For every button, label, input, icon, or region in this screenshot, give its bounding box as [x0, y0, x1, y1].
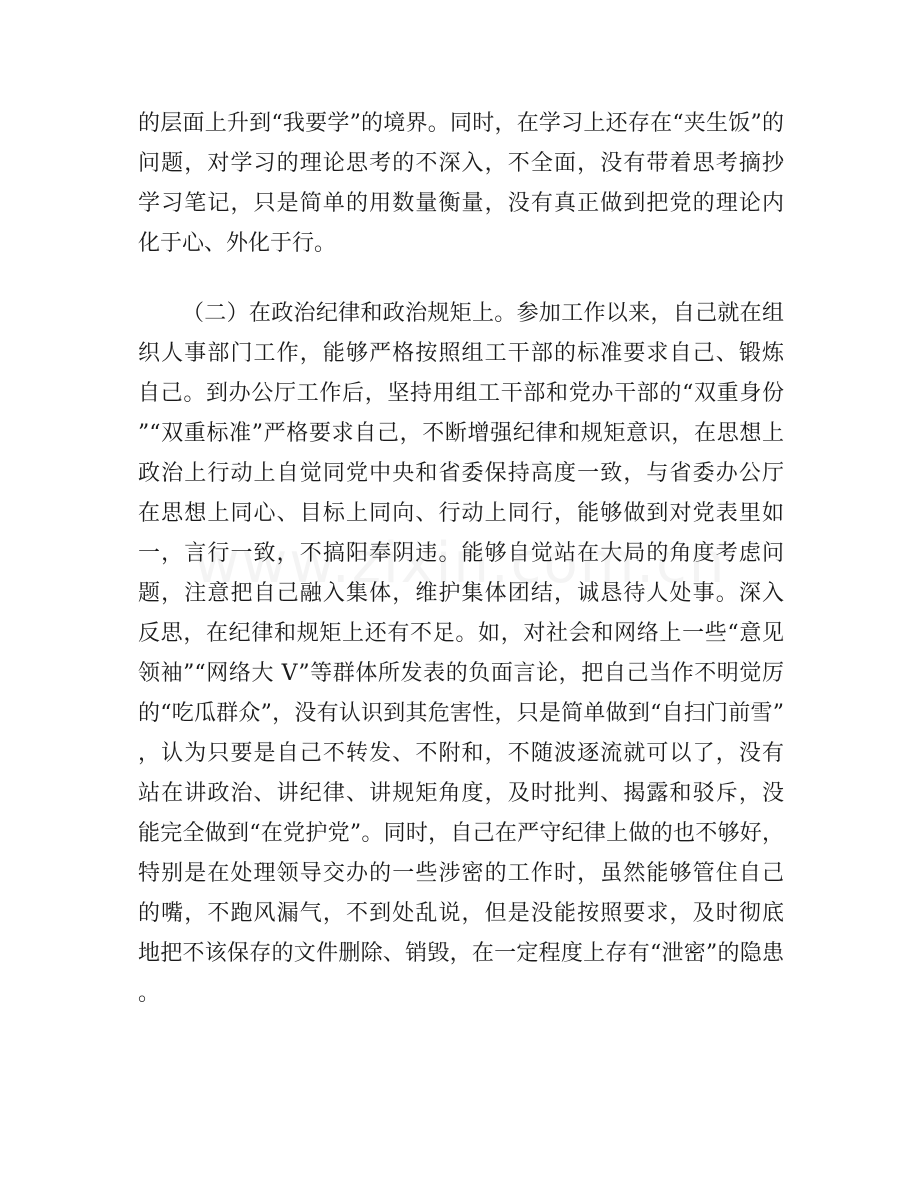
paragraph-2-line-6: 在思想上同心、目标上同向、行动上同行，能够做到对党表里如: [138, 501, 784, 526]
paragraph-2-line-10: 领袖”“网络大 V”等群体所发表的负面言论，把自己当作不明觉厉: [138, 661, 784, 686]
paragraph-1-line-1: 的层面上升到“我要学”的境界。同时，在学习上还存在“夹生饭”的: [138, 111, 784, 136]
paragraph-2-line-2: 织人事部门工作，能够严格按照组工干部的标准要求自己、锻炼: [138, 341, 784, 366]
paragraph-2-line-16: 的嘴，不跑风漏气，不到处乱说，但是没能按照要求，及时彻底: [138, 901, 784, 926]
paragraph-2-line-18: 。: [138, 981, 161, 1006]
paragraph-2-line-13: 站在讲政治、讲纪律、讲规矩角度，及时批判、揭露和驳斥，没: [138, 781, 784, 806]
paragraph-2-line-12: ，认为只要是自己不转发、不附和，不随波逐流就可以了，没有: [138, 741, 784, 766]
paragraph-1-line-4: 化于心、外化于行。: [138, 231, 337, 256]
paragraph-1-line-2: 问题，对学习的理论思考的不深入，不全面，没有带着思考摘抄: [138, 151, 784, 176]
paragraph-2-line-17: 地把不该保存的文件删除、销毁，在一定程度上存有“泄密”的隐患: [138, 941, 784, 966]
paragraph-2-line-14: 能完全做到“在党护党”。同时，自己在严守纪律上做的也不够好，: [138, 821, 784, 846]
paragraph-2-line-8: 题，注意把自己融入集体，维护集体团结，诚恳待人处事。深入: [138, 581, 784, 606]
paragraph-2-line-5: 政治上行动上自觉同党中央和省委保持高度一致，与省委办公厅: [138, 461, 784, 486]
paragraph-1-line-3: 学习笔记，只是简单的用数量衡量，没有真正做到把党的理论内: [138, 191, 784, 216]
paragraph-2-line-7: 一，言行一致，不搞阳奉阴违。能够自觉站在大局的角度考虑问: [138, 541, 784, 566]
paragraph-2-line-15: 特别是在处理领导交办的一些涉密的工作时，虽然能够管住自己: [138, 861, 784, 886]
paragraph-2-line-4: ”“双重标准”严格要求自己，不断增强纪律和规矩意识，在思想上: [138, 421, 784, 446]
paragraph-2-line-3: 自己。到办公厅工作后，坚持用组工干部和党办干部的“双重身份: [138, 381, 784, 406]
paragraph-2-line-11: 的“吃瓜群众”，没有认识到其危害性，只是简单做到“自扫门前雪”: [138, 701, 784, 726]
paragraph-2-line-9: 反思，在纪律和规矩上还有不足。如，对社会和网络上一些“意见: [138, 621, 784, 646]
paragraph-2-line-1: （二）在政治纪律和政治规矩上。参加工作以来，自己就在组: [182, 301, 784, 326]
